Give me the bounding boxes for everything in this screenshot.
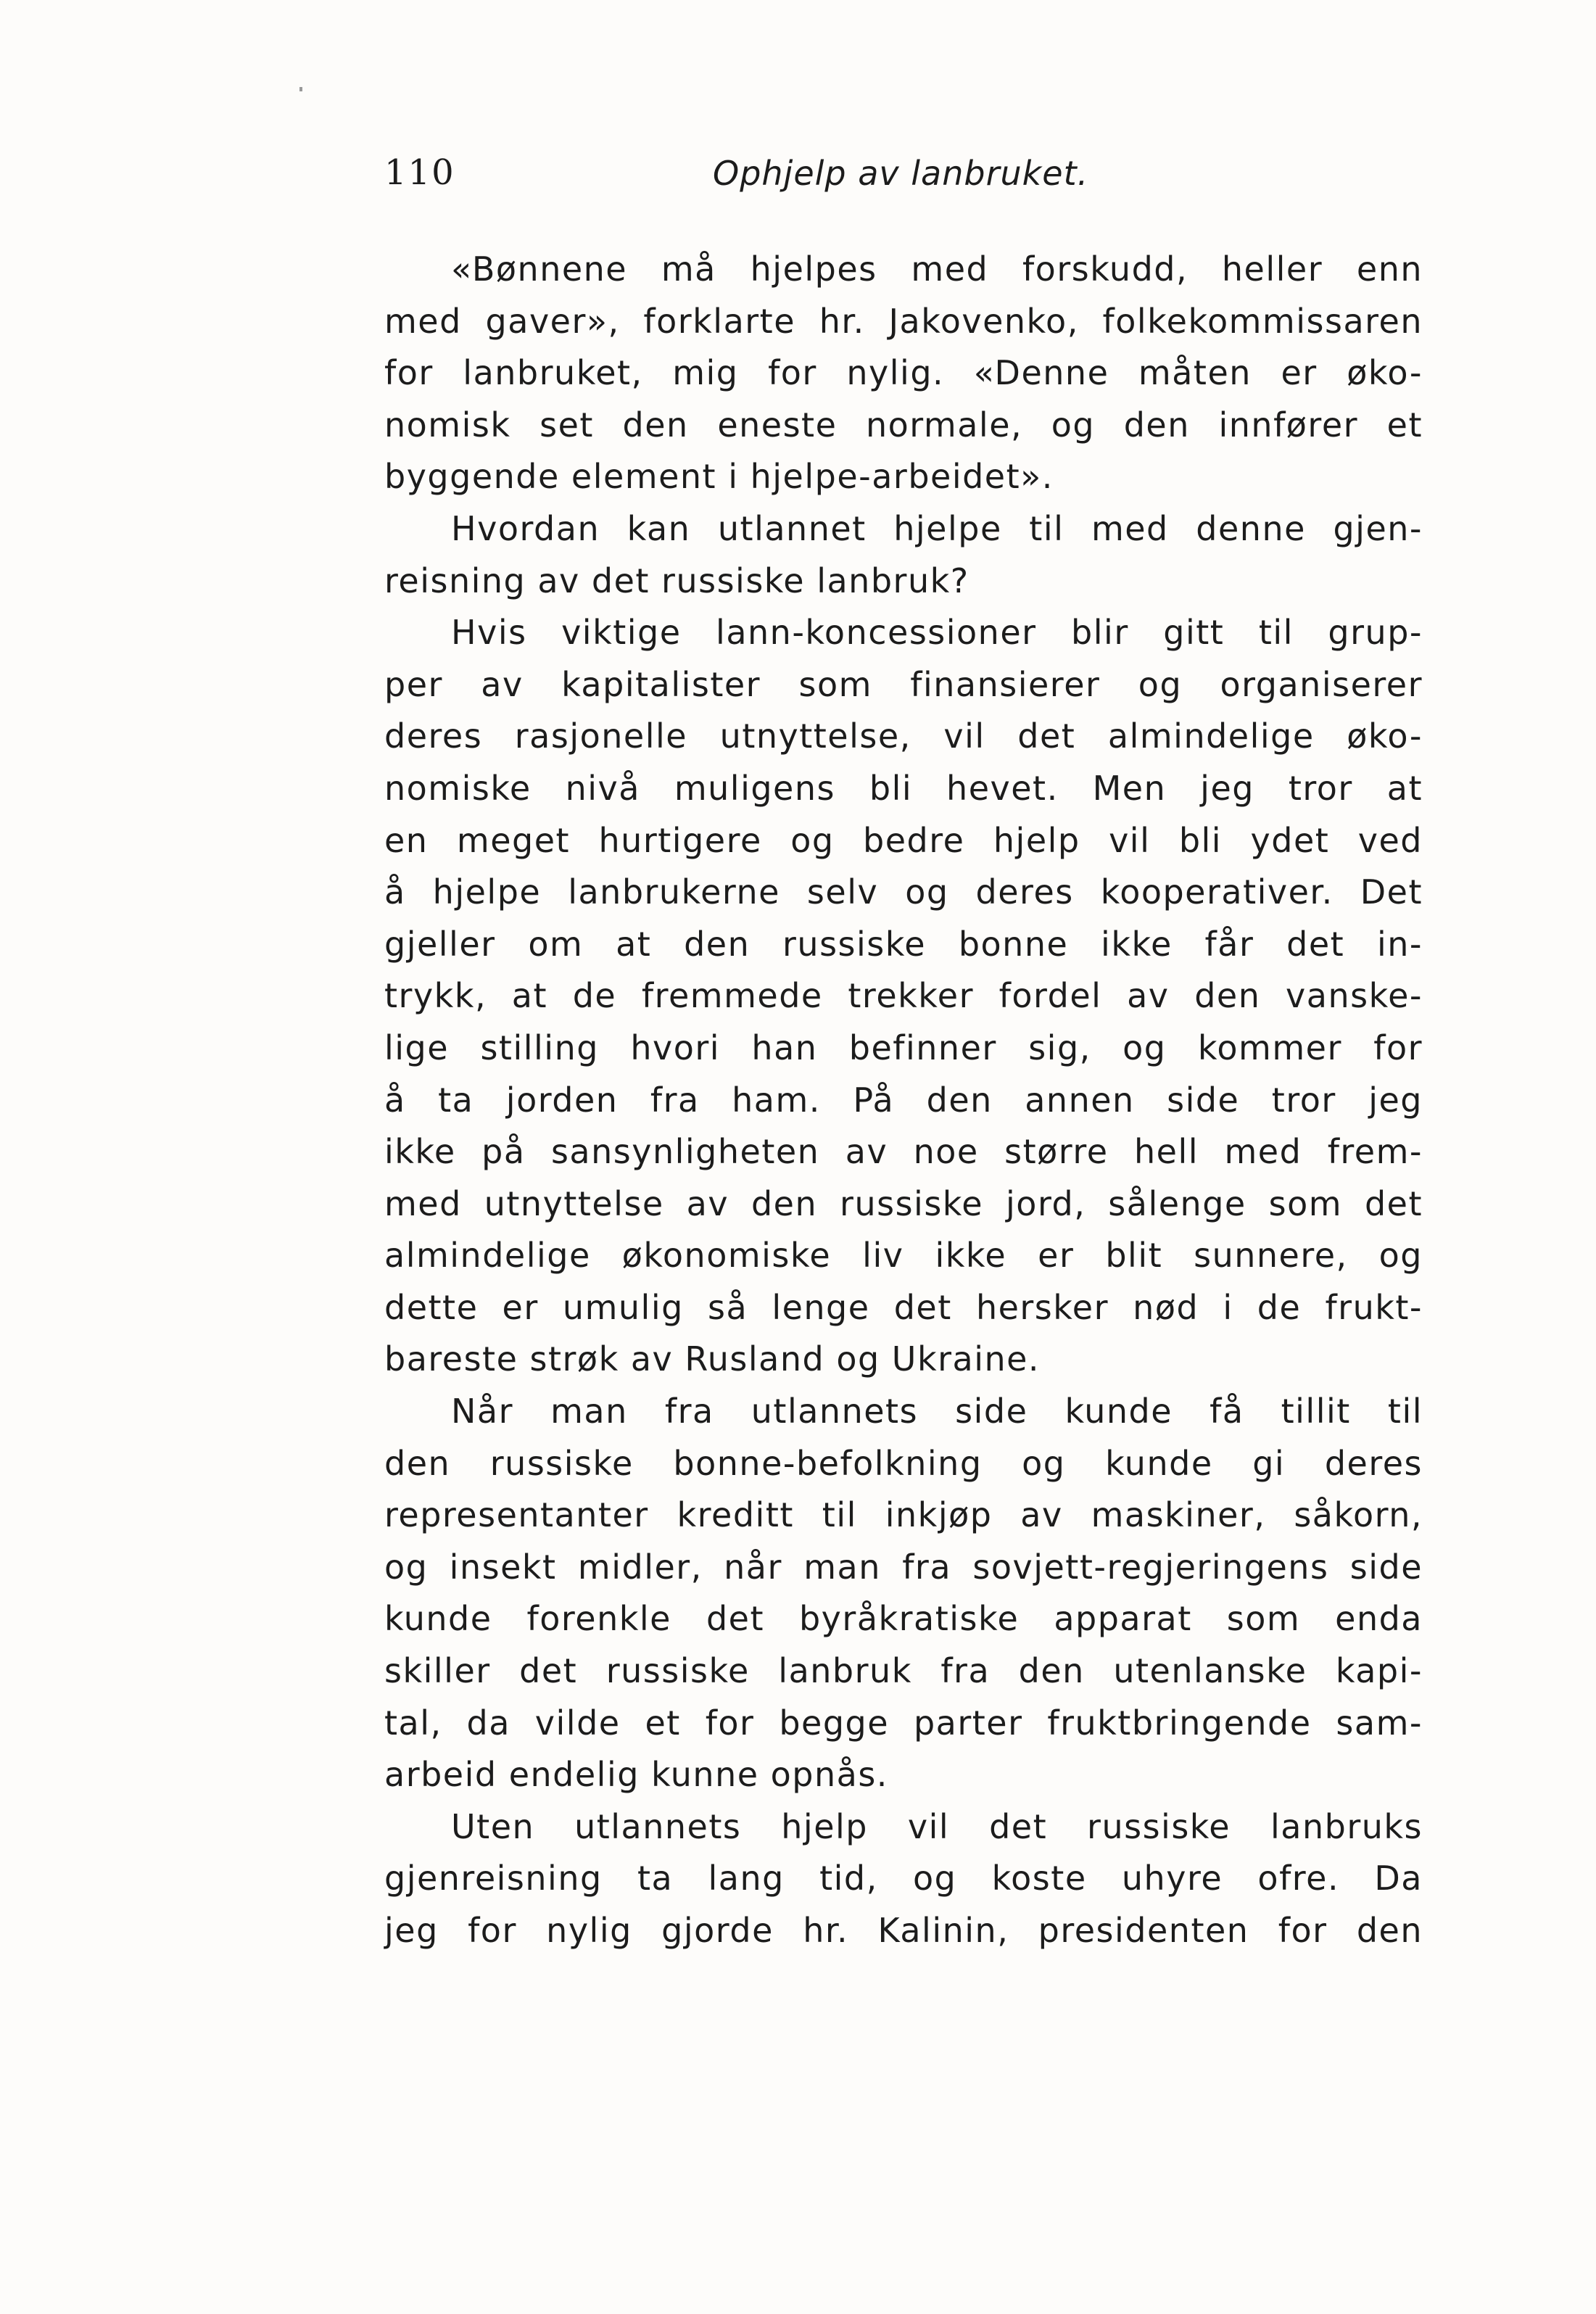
text-line: Uten utlannets hjelp vil det russiske lanbruks [451, 1806, 1423, 1846]
text-line: med utnyttelse av den russiske jord, sålenge som det [384, 1183, 1423, 1223]
text-line: dette er umulig så lenge det hersker nød i de frukt- [384, 1287, 1423, 1327]
text-line: jeg for nylig gjorde hr. Kalinin, presidenten for den [384, 1911, 1423, 1950]
text-line: byggende element i hjelpe-arbeidet». [384, 457, 1054, 497]
text-line: almindelige økonomiske liv ikke er blit sunnere, og [384, 1236, 1423, 1276]
text-line: Når man fra utlannets side kunde få tillit til [451, 1392, 1423, 1431]
text-line: deres rasjonelle utnyttelse, vil det almindelige øko- [384, 716, 1423, 756]
text-line: lige stilling hvori han befinner sig, og kommer for [384, 1028, 1423, 1067]
text-line: kunde forenkle det byråkratiske apparat som enda [384, 1599, 1423, 1639]
text-line: bareste strøk av Rusland og Ukraine. [384, 1339, 1041, 1379]
text-line: nomisk set den eneste normale, og den innfører et [384, 405, 1423, 445]
paragraph [384, 1801, 1423, 1957]
text-line: for lanbruket, mig for nylig. «Denne måten er øko- [384, 353, 1423, 393]
text-line: trykk, at de fremmede trekker fordel av den vanske- [384, 976, 1423, 1016]
text-line: en meget hurtigere og bedre hjelp vil bli ydet ved [384, 820, 1423, 860]
page-number: 110 [384, 152, 455, 193]
text-line: den russiske bonne-befolkning og kunde gi deres [384, 1443, 1423, 1483]
paragraph [384, 244, 1423, 503]
text-line: gjeller om at den russiske bonne ikke får det in- [384, 924, 1423, 964]
text-line: representanter kreditt til inkjøp av maskiner, såkorn, [384, 1495, 1423, 1535]
text-line: gjenreisning ta lang tid, og koste uhyre ofre. Da [384, 1859, 1423, 1898]
running-head [384, 152, 1423, 210]
text-line: med gaver», forklarte hr. Jakovenko, folkekommissaren [384, 301, 1423, 341]
paper-speck [299, 87, 302, 91]
body-text [384, 244, 1423, 1957]
text-line: Hvordan kan utlannet hjelpe til med denne gjen- [451, 508, 1423, 548]
text-line: Hvis viktige lann-koncessioner blir gitt til grup- [451, 613, 1423, 653]
text-line: «Bønnene må hjelpes med forskudd, heller enn [451, 249, 1423, 289]
text-line: å hjelpe lanbrukerne selv og deres kooperativer. Det [384, 872, 1423, 912]
running-title: Ophjelp av lanbruket. [713, 154, 1089, 193]
text-line: å ta jorden fra ham. På den annen side tror jeg [384, 1080, 1423, 1120]
paragraph [384, 503, 1423, 607]
paragraph [384, 1386, 1423, 1801]
text-line: arbeid endelig kunne opnås. [384, 1755, 888, 1795]
text-line: skiller det russiske lanbruk fra den utenlanske kapi- [384, 1651, 1423, 1691]
text-line: nomiske nivå muligens bli hevet. Men jeg tror at [384, 768, 1423, 808]
paragraph [384, 607, 1423, 1386]
text-line: og insekt midler, når man fra sovjett-regjeringens side [384, 1547, 1423, 1587]
text-line: ikke på sansynligheten av noe større hell med frem- [384, 1132, 1423, 1172]
text-line: tal, da vilde et for begge parter fruktbringende sam- [384, 1703, 1423, 1743]
text-line: reisning av det russiske lanbruk? [384, 561, 969, 600]
text-line: per av kapitalister som finansierer og organiserer [384, 664, 1423, 704]
